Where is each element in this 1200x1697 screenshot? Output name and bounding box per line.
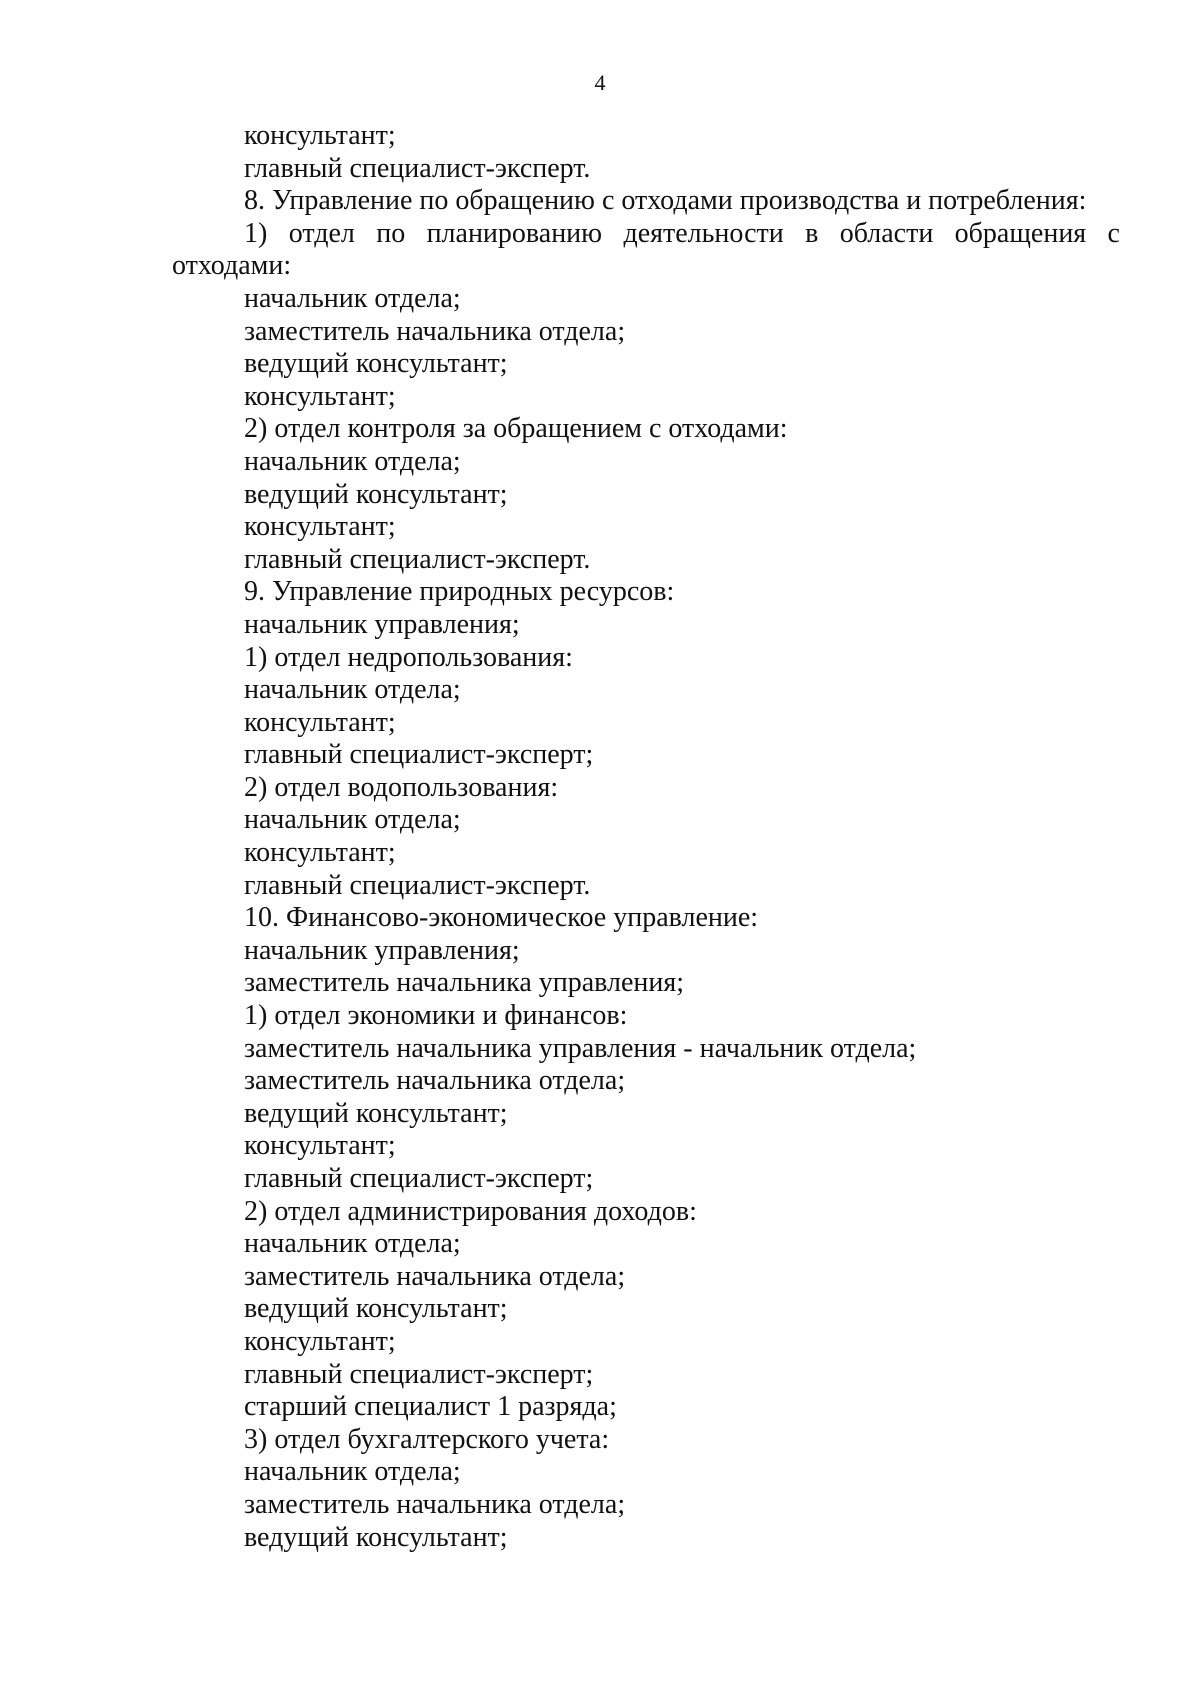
text-line: ведущий консультант; [244, 348, 508, 380]
text-line: заместитель начальника управления; [244, 967, 685, 999]
subsection-heading: 1) отдел недропользования: [244, 641, 573, 673]
text-line: главный специалист-эксперт; [244, 1163, 594, 1194]
text-line: консультант; [244, 1130, 396, 1162]
text-line: заместитель начальника отдела; [244, 315, 626, 347]
text-line: консультант; [244, 120, 396, 151]
text-line: главный специалист-эксперт. [244, 869, 591, 901]
text-line: начальник управления; [244, 608, 520, 640]
subsection-heading: 2) отдел контроля за обращением с отходами: [244, 413, 788, 445]
text-line: ведущий консультант; [244, 1521, 508, 1553]
text-line: главный специалист-эксперт; [244, 1358, 594, 1390]
text-line: заместитель начальника отдела; [244, 1488, 626, 1520]
text-line: старший специалист 1 разряда; [244, 1391, 617, 1423]
section-heading: 9. Управление природных ресурсов: [244, 576, 675, 608]
text-line: главный специалист-эксперт. [244, 152, 591, 184]
document-body [172, 120, 1120, 1554]
text-line: заместитель начальника отдела; [244, 1065, 626, 1097]
text-line: начальник управления; [244, 934, 520, 966]
subsection-heading: 1) отдел экономики и финансов: [244, 1000, 628, 1032]
subsection-heading: 2) отдел администрирования доходов: [244, 1195, 697, 1227]
text-line: консультант; [244, 380, 396, 412]
text-line: ведущий консультант; [244, 1097, 508, 1129]
section-heading: 10. Финансово-экономическое управление: [244, 902, 759, 934]
text-line: главный специалист-эксперт; [244, 739, 594, 771]
subsection-heading: 3) отдел бухгалтерского учета: [244, 1423, 610, 1455]
page-number: 4 [594, 70, 606, 95]
text-line: заместитель начальника отдела; [244, 1260, 626, 1292]
text-line: консультант; [244, 837, 396, 869]
section-heading: 8. Управление по обращению с отходами производства и потребления: [244, 185, 1087, 217]
text-line: начальник отдела; [244, 674, 461, 706]
text-line: консультант; [244, 511, 396, 543]
text-line: консультант; [244, 706, 396, 738]
text-line: начальник отдела; [244, 804, 461, 836]
text-line: ведущий консультант; [244, 1293, 508, 1325]
text-line: заместитель начальника управления - начальник отдела; [244, 1032, 917, 1064]
subsection-heading-continued: отходами: [172, 250, 292, 282]
text-line: начальник отдела; [244, 445, 461, 477]
text-line: начальник отдела; [244, 282, 461, 314]
text-line: ведущий консультант; [244, 478, 508, 510]
text-line: консультант; [244, 1325, 396, 1357]
subsection-heading: 2) отдел водопользования: [244, 771, 559, 803]
subsection-heading: 1) отдел по планированию деятельности в области обращения с [244, 217, 1120, 249]
text-line: начальник отдела; [244, 1228, 461, 1260]
text-line: начальник отдела; [244, 1456, 461, 1488]
text-line: главный специалист-эксперт. [244, 543, 591, 575]
